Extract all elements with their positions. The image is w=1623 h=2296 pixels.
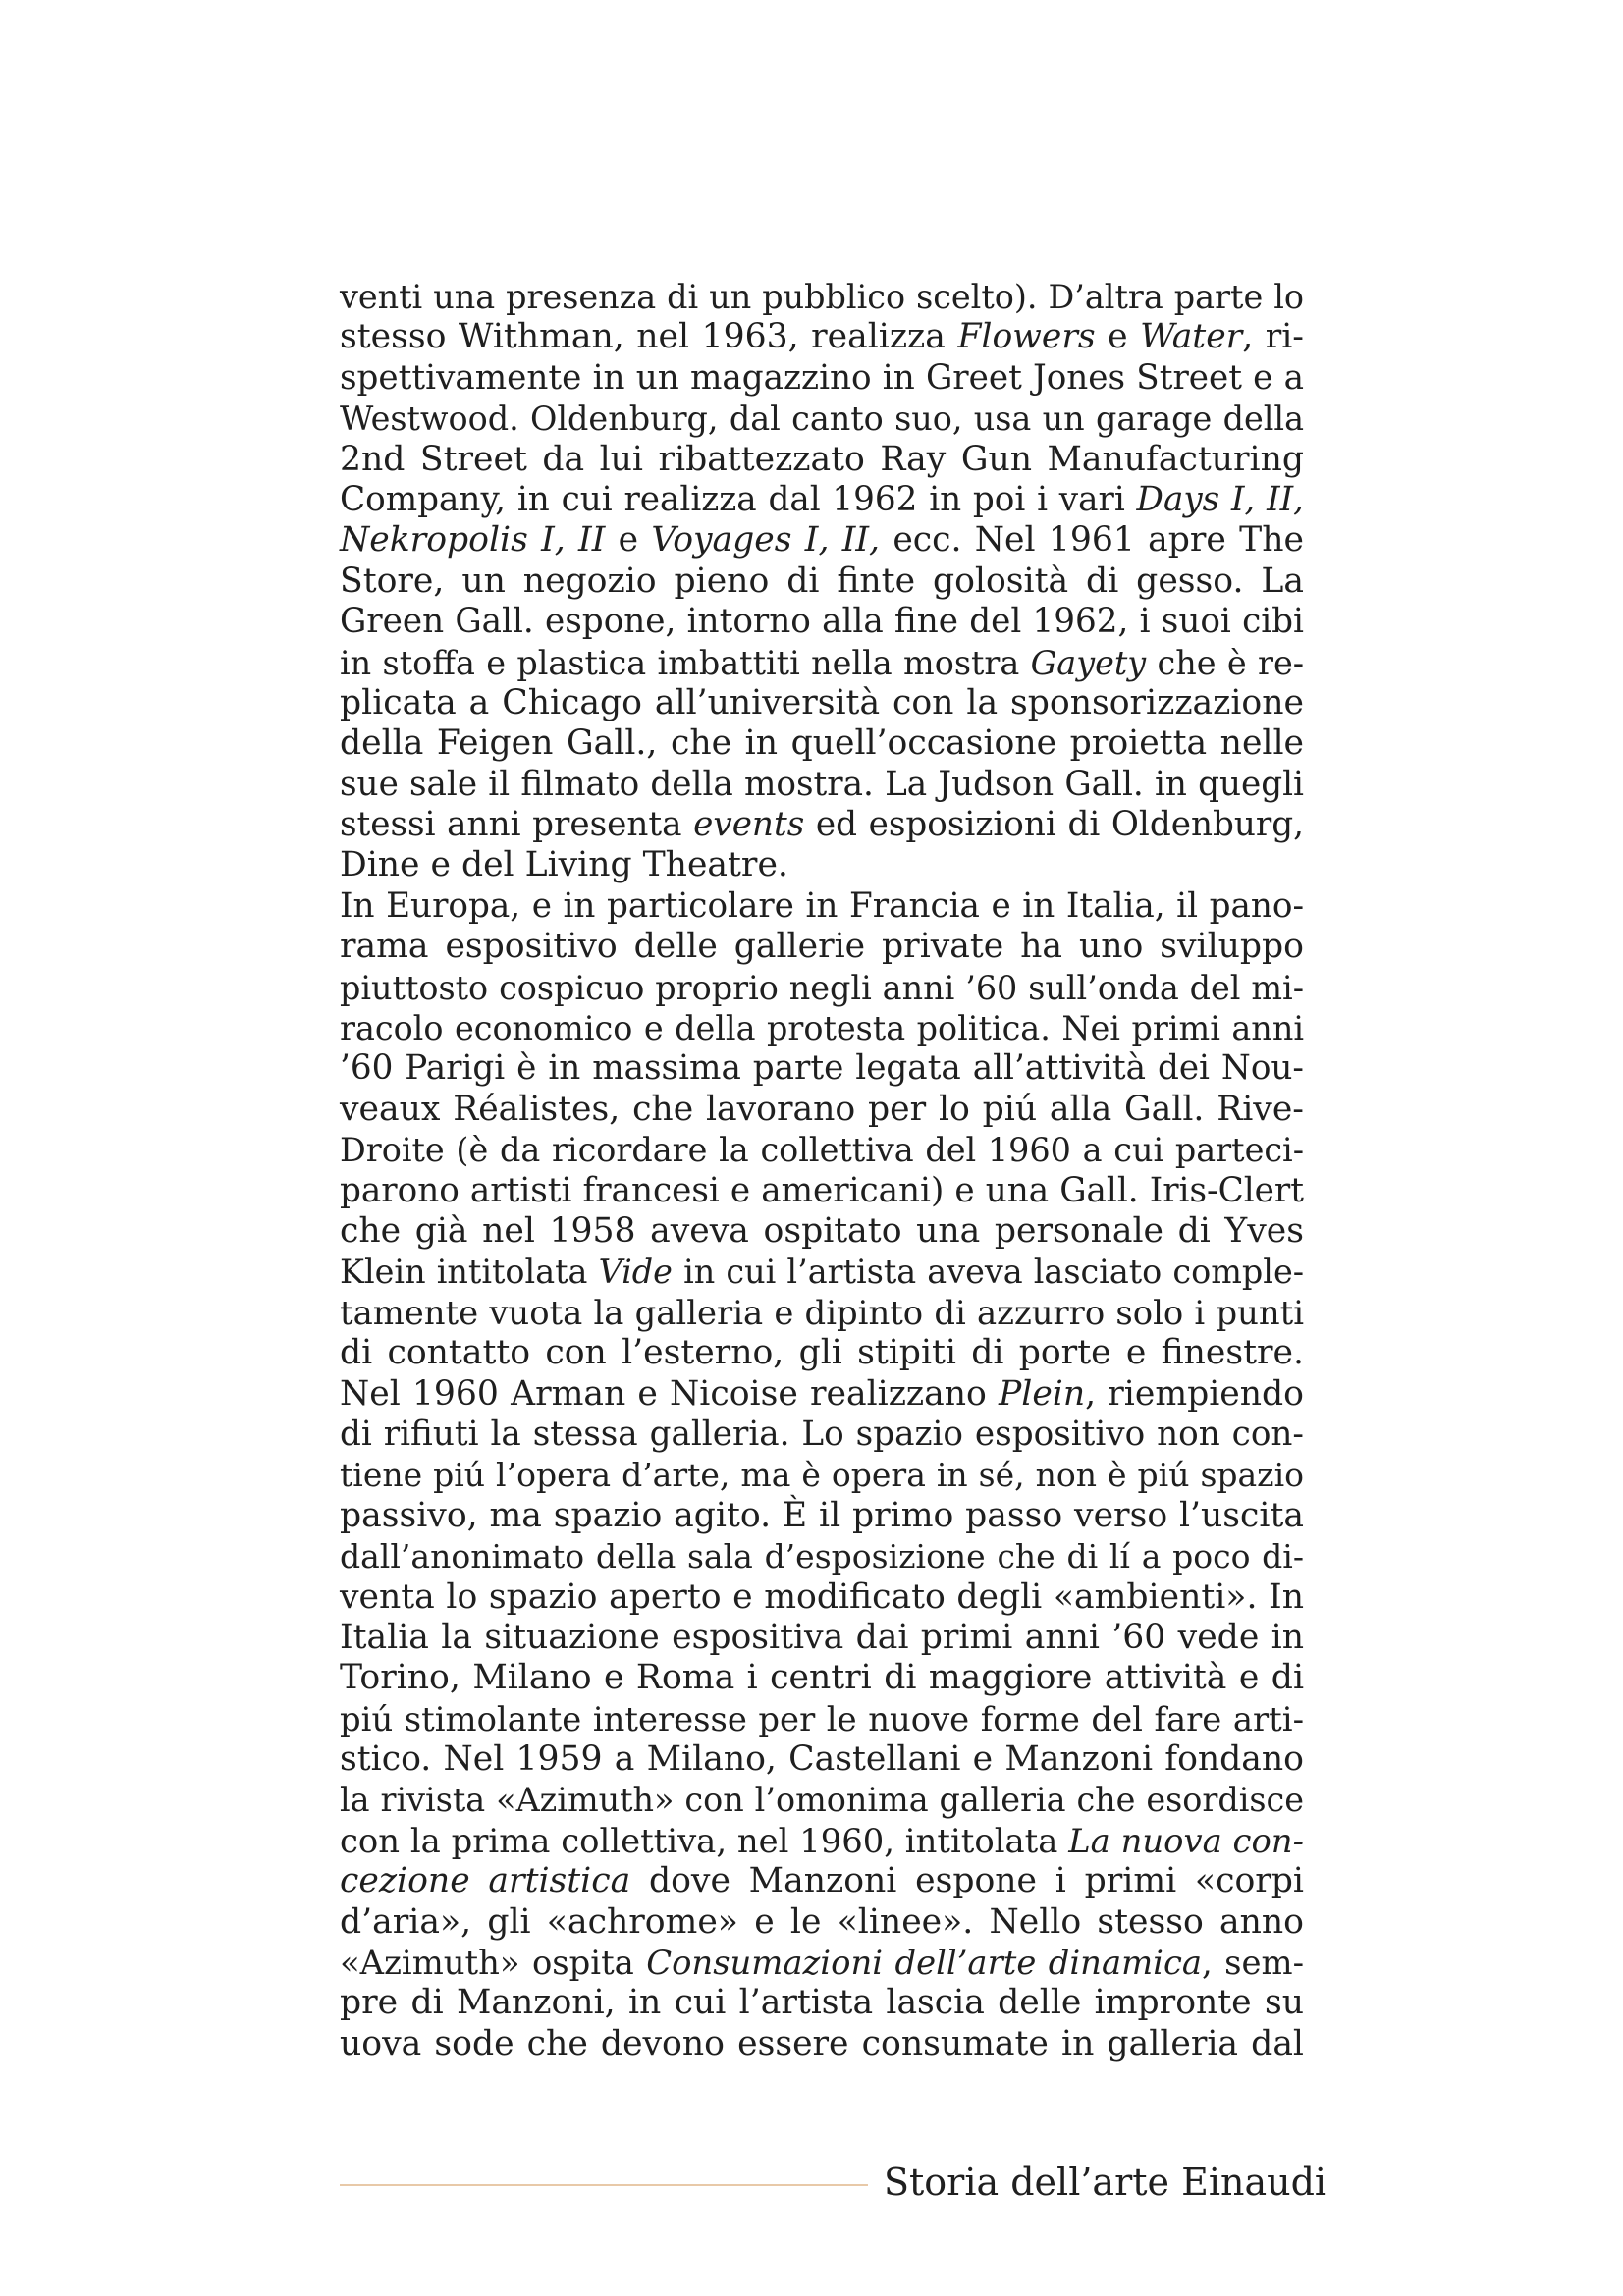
text-run: dove Manzoni espone i primi «corpi [630,1861,1304,1901]
text-line [340,805,1304,845]
text-run: e [1095,317,1141,357]
text-run: della Feigen Gall., che in quell’occasione proietta nelle [340,723,1304,764]
text-line [340,1211,1304,1252]
text-run: racolo economico e della protesta politica. Nei primi anni [340,1009,1304,1048]
italic-title: Gayety [1030,643,1147,682]
text-line [340,317,1304,357]
text-run: d’aria», gli «achrome» e le «linee». Nello stesso anno [340,1901,1304,1942]
text-run: di rifiuti la stessa galleria. Lo spazio espositivo non con- [340,1414,1304,1454]
text-line [340,1902,1304,1943]
text-run: Torino, Milano e Roma i centri di maggiore attività e di [340,1658,1304,1698]
text-run: di contatto con l’esterno, gli stipiti di porte e finestre. [340,1333,1304,1373]
text-run: venti una presenza di un pubblico scelto). D’altra parte lo [340,278,1304,316]
text-line [340,968,1304,1008]
text-line [340,1739,1304,1780]
text-run: la rivista «Azimuth» con l’omonima galleria che esordisce [340,1781,1304,1820]
text-run: ’60 Parigi è in massima parte legata all’attività dei Nou- [340,1048,1304,1089]
text-run: In Europa, e in particolare in Francia e in Italia, il pano- [340,885,1304,926]
text-line [340,1048,1304,1089]
text-run: tamente vuota la galleria e dipinto di azzurro solo i punti [340,1293,1304,1332]
italic-title: events [693,805,805,845]
text-run: venta lo spazio aperto e modificato degli «ambienti». In [340,1576,1304,1617]
text-line [340,683,1304,723]
text-line [340,1171,1304,1211]
text-run: parono artisti francesi e americani) e una Gall. Iris-Clert [340,1170,1304,1210]
text-line [340,440,1304,480]
text-line [340,1496,1304,1536]
text-run: stesso Withman, nel 1963, realizza [340,317,958,357]
text-line [340,886,1304,927]
text-line [340,1983,1304,2023]
text-line [340,2024,1304,2064]
text-line [340,1090,1304,1130]
text-line [340,1374,1304,1415]
text-run: , ri- [1242,317,1304,357]
footer-rule [340,2184,868,2186]
text-line [340,1618,1304,1658]
italic-title: Nekropolis I, II [340,520,606,561]
text-run: e [605,520,652,561]
text-line [340,1943,1304,1983]
text-run: Klein intitolata [340,1253,599,1292]
text-line [340,723,1304,764]
text-line [340,643,1304,683]
text-line [340,1415,1304,1455]
italic-title: La nuova con- [1068,1821,1304,1860]
text-line [340,1699,1304,1739]
text-run: Droite (è da ricordare la collettiva del 1960 a cui parteci- [340,1131,1304,1170]
text-line [340,845,1304,885]
text-line [340,1333,1304,1373]
italic-title: Flowers [957,317,1096,357]
text-run: ecc. Nel 1961 apre The [880,520,1304,561]
text-run: piuttosto cospicuo proprio negli anni ’60 sull’onda del mi- [340,968,1304,1007]
text-run: rama espositivo delle gallerie private ha uno sviluppo [340,927,1304,967]
text-line [340,1658,1304,1698]
text-line [340,1780,1304,1820]
text-run: sue sale il filmato della mostra. La Judson Gall. in quegli [340,764,1304,804]
text-line [340,1252,1304,1292]
text-run: «Azimuth» ospita [340,1944,647,1983]
italic-title: Water [1140,317,1243,357]
text-line [340,1130,1304,1170]
text-line [340,1008,1304,1048]
text-line [340,1293,1304,1333]
text-run: stessi anni presenta [340,805,694,845]
text-run: pre di Manzoni, in cui l’artista lascia delle impronte su [340,1983,1304,2023]
text-run: in cui l’artista aveva lasciato comple- [672,1253,1304,1292]
text-line [340,1536,1304,1576]
text-line [340,1861,1304,1901]
text-line [340,1577,1304,1618]
italic-title: Voyages I, II, [651,520,881,561]
text-line [340,927,1304,967]
text-line [340,358,1304,399]
text-line [340,399,1304,439]
text-run: stico. Nel 1959 a Milano, Castellani e Manzoni fondano [340,1739,1304,1780]
italic-title: Days I, II, [1136,479,1304,519]
text-run: piú stimolante interesse per le nuove forme del fare arti- [340,1699,1304,1738]
text-run: spettivamente in un magazzino in Greet Jones Street e a [340,357,1304,398]
text-run: , sem- [1202,1944,1304,1983]
text-line [340,520,1304,561]
italic-title: Vide [598,1253,673,1292]
text-line [340,602,1304,642]
text-run: uova sode che devono essere consumate in galleria dal [340,2023,1304,2063]
text-run: Italia la situazione espositiva dai primi anni ’60 vede in [340,1617,1304,1657]
text-line [340,277,1304,317]
text-line [340,1455,1304,1495]
text-run: 2nd Street da lui ribattezzato Ray Gun Manufacturing [340,439,1304,479]
text-run: Dine e del Living Theatre. [340,845,788,885]
text-run: che già nel 1958 aveva ospitato una personale di Yves [340,1210,1304,1251]
text-run: che è re- [1146,643,1304,682]
italic-title: cezione artistica [340,1861,631,1901]
text-line [340,765,1304,805]
text-run: in stoffa e plastica imbattiti nella mostra [340,643,1031,682]
text-line [340,1821,1304,1861]
text-line [340,561,1304,602]
text-run: veaux Réalistes, che lavorano per lo piú alla Gall. Rive- [340,1089,1304,1129]
text-run: plicata a Chicago all’università con la sponsorizzazione [340,682,1304,722]
text-run: Green Gall. espone, intorno alla fine del 1962, i suoi cibi [340,602,1304,642]
text-run: Company, in cui realizza dal 1962 in poi i vari [340,479,1137,519]
text-run: ed esposizioni di Oldenburg, [804,805,1304,845]
text-run: Nel 1960 Arman e Nicoise realizzano [340,1373,999,1414]
text-run: passivo, ma spazio agito. È il primo passo verso l’uscita [340,1495,1304,1535]
text-run: , riempiendo [1085,1373,1304,1414]
text-run: dall’anonimato della sala d’esposizione che di lí a poco di- [340,1537,1304,1576]
italic-title: Plein [999,1373,1086,1414]
text-run: tiene piú l’opera d’arte, ma è opera in sé, non è piú spazio [340,1456,1304,1495]
italic-title: Consumazioni dell’arte dinamica [646,1944,1203,1983]
body-text [340,277,1304,2064]
footer-publication-title: Storia dell’arte Einaudi [884,2161,1327,2204]
text-line [340,480,1304,520]
text-run: Westwood. Oldenburg, dal canto suo, usa un garage della [340,400,1304,439]
text-run: Store, un negozio pieno di finte golosità di gesso. La [340,561,1304,601]
text-run: con la prima collettiva, nel 1960, intitolata [340,1821,1069,1860]
